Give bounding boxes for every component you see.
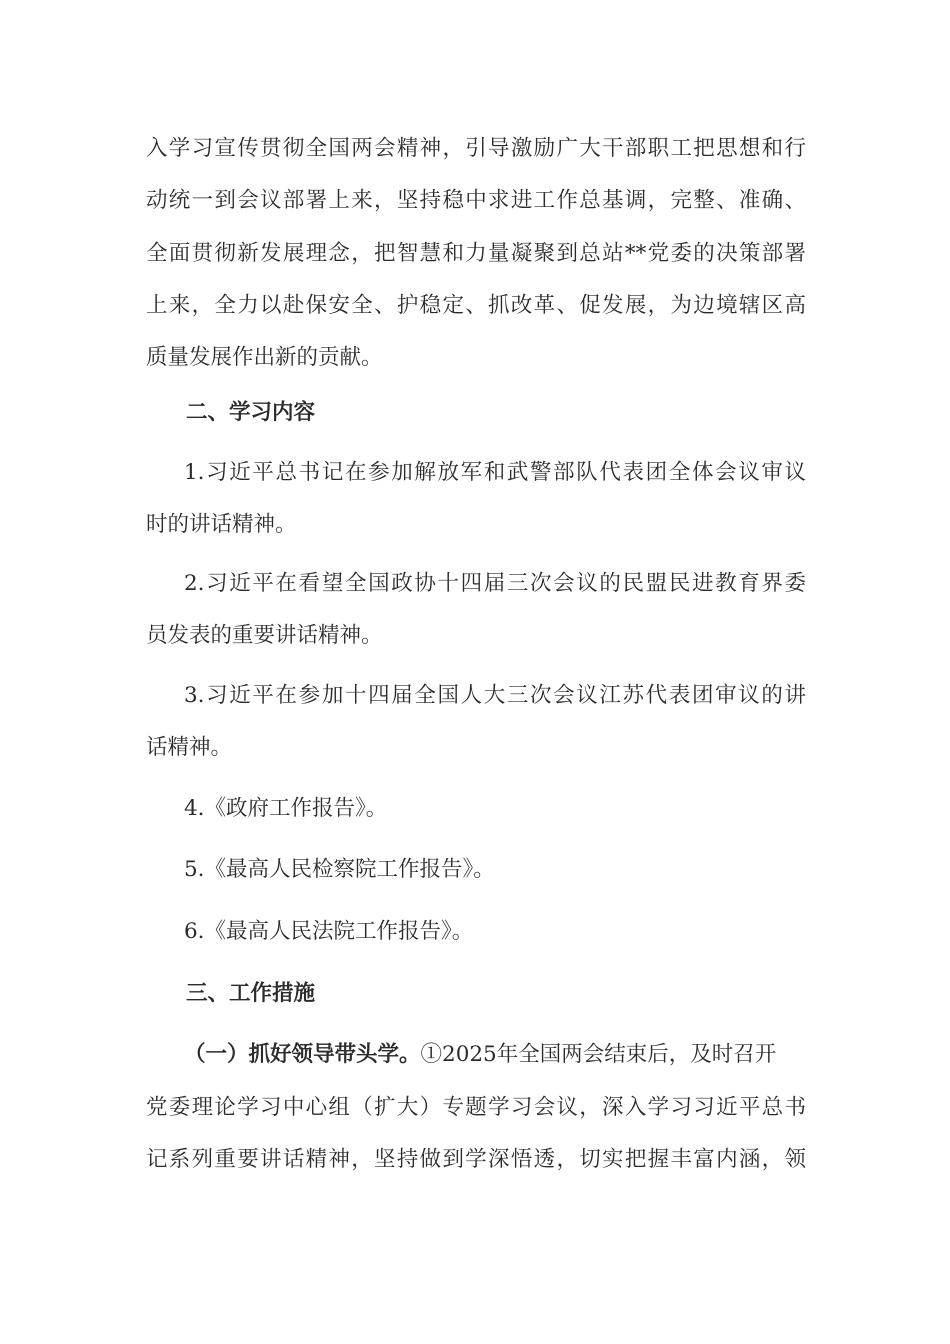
- list-item: 4.《政府工作报告》。: [184, 796, 388, 821]
- list-item: 5.《最高人民检察院工作报告》。: [184, 857, 495, 882]
- section-heading: 三、工作措施: [186, 981, 316, 1006]
- list-item: 1.习近平总书记在参加解放军和武警部队代表团全体会议审议: [184, 460, 806, 485]
- paragraph-line: 质量发展作出新的贡献。: [146, 345, 383, 370]
- section-heading: 二、学习内容: [186, 400, 316, 425]
- measure-title: （一）抓好领导带头学。: [184, 1042, 421, 1067]
- paragraph-line: 全面贯彻新发展理念，把智慧和力量凝聚到总站**党委的决策部署: [146, 241, 806, 266]
- paragraph-line: 入学习宣传贯彻全国两会精神，引导激励广大干部职工把思想和行: [146, 136, 806, 161]
- list-item-continuation: 时的讲话精神。: [146, 512, 297, 537]
- list-item-continuation: 员发表的重要讲话精神。: [146, 623, 383, 648]
- list-item: 2.习近平在看望全国政协十四届三次会议的民盟民进教育界委: [184, 571, 806, 596]
- list-item: 3.习近平在参加十四届全国人大三次会议江苏代表团审议的讲: [184, 683, 806, 708]
- paragraph-line: 记系列重要讲话精神，坚持做到学深悟透，切实把握丰富内涵，领: [146, 1147, 806, 1172]
- paragraph-line: 上来，全力以赴保安全、护稳定、抓改革、促发展，为边境辖区高: [146, 293, 806, 318]
- list-item: 6.《最高人民法院工作报告》。: [184, 919, 474, 944]
- list-item-continuation: 话精神。: [146, 735, 233, 760]
- paragraph-line: 动统一到会议部署上来，坚持稳中求进工作总基调，完整、准确、: [146, 188, 806, 213]
- paragraph-line: 党委理论学习中心组（扩大）专题学习会议，深入学习习近平总书: [146, 1095, 806, 1120]
- measure-text: ①2025年全国两会结束后，及时召开: [420, 1042, 777, 1067]
- measure-line: [184, 1041, 806, 1069]
